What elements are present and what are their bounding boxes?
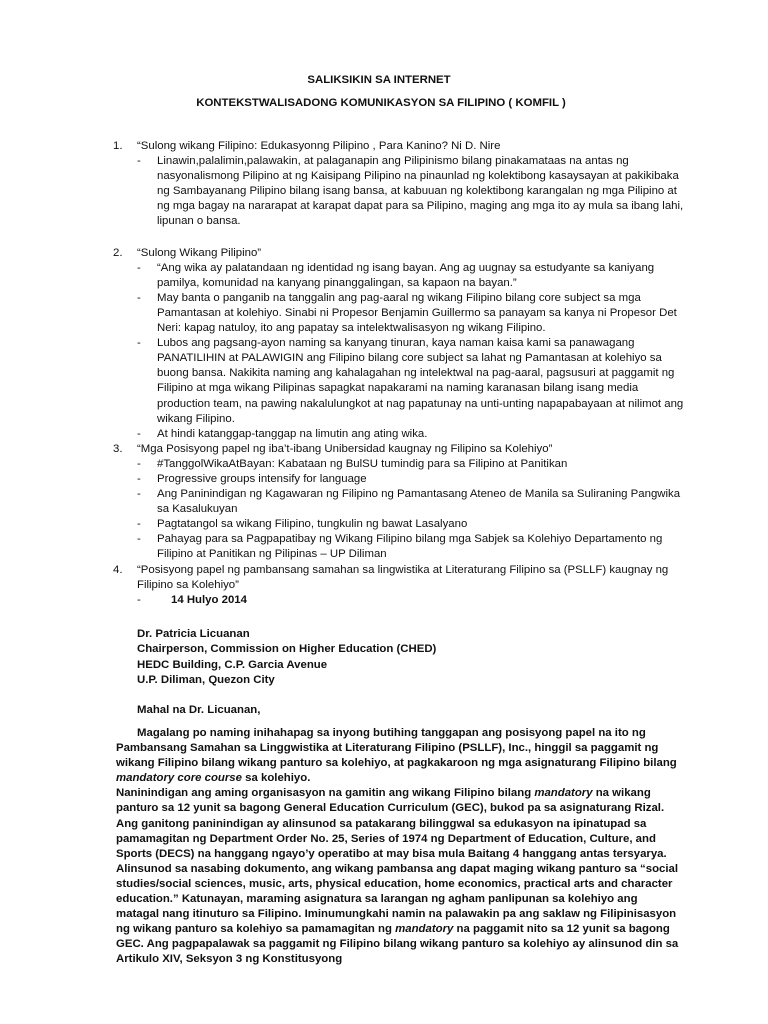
item-number: 4.	[113, 563, 123, 576]
paragraph-1: Magalang po naming inihahapag sa inyong butihing tanggapan ang posisyong papel na ito ng Pambansang Samahan sa Linggwistika at Literaturang Filipino (PSLLF), Inc., hinggil sa paggamit ng wikang Filipino bilang wikang panturo sa kolehiyo, at pagkakaroon ng mga asignaturang Filipino bilang mandatory core course sa kolehiyo.	[116, 727, 677, 785]
sub-item: - #TanggolWikaAtBayan: Kabataan ng BulSU tumindig para sa Filipino at Panitikan	[137, 457, 688, 472]
item-title: “Sulong Wikang Pilipino”	[137, 246, 262, 259]
sub-item: - 14 Hulyo 2014	[137, 593, 688, 608]
dash-bullet: -	[137, 533, 141, 546]
salutation: Mahal na Dr. Licuanan,	[137, 704, 261, 716]
dash-bullet: -	[137, 261, 141, 274]
sub-item: - Lubos ang pagsang-ayon naming sa kanyang tinuran, kaya naman kaisa kami sa panawagang PANATILIHIN at PALAWIGIN ang Filipino bilang core subject sa lahat ng Pamantasan at kolehiyo sa buong bansa. Nakikita naming ang kahalagahan ng intelektwal na pag-aaral, pagsusuri at paggamit ng Filipino at mga wikang Pilipinas sapagkat napakarami na naming karanasan bilang isang media production team, na pawing nakalulungkot at nag papatunay na unti-unting napapabayaan at nilimot ang wikang Filipino.	[137, 337, 684, 425]
item-title: “Sulong wikang Filipino: Edukasyonng Pilipino , Para Kanino? Ni D. Nire	[137, 140, 501, 152]
paragraph-2: Naninindigan ang aming organisasyon na gamitin ang wikang Filipino bilang mandatory na wikang panturo sa 12 yunit sa bagong General Education Curriculum (GEC), bukod pa sa asignaturang Rizal. Ang ganitong paninindigan ay alinsunod sa patakarang bilinggwal sa edukasyon na ipinatupad sa pamamagitan ng Department Order No. 25, Series of 1974 ng Department of Education, Culture, and Sports (DECS) na hanggang ngayo’y operatibo at may bisa mula Baitang 4 hanggang antas tersyarya. Alinsunod sa nasabing dokumento, ang wikang pambansa ang dapat maging wikang panturo sa “social studies/social sciences, music, arts, physical education, home economics, practical arts and character education.” Katunayan, maraming asignatura sa larangan ng agham panlipunan sa kolehiyo ang matagal nang itinuturo sa Filipino. Iminumungkahi namin na palawakin pa ang saklaw ng Filipinisasyon ng wikang panturo sa kolehiyo sa pamamagitan ng mandatory na paggamit nito sa 12 yunit sa bagong GEC. Ang pagpapalawak sa paggamit ng Filipino bilang wikang panturo sa kolehiyo ay alinsunod din sa Artikulo XIV, Seksyon 3 ng Konstitusyong	[116, 787, 679, 966]
dash-bullet: -	[137, 472, 141, 485]
dash-bullet: -	[137, 488, 141, 501]
sub-list	[137, 593, 688, 608]
dash-bullet: -	[137, 457, 141, 470]
dash-bullet: -	[137, 427, 141, 440]
recipient-position: Chairperson, Commission on Higher Education (CHED)	[137, 643, 437, 656]
sub-list	[137, 154, 688, 229]
recipient-name: Dr. Patricia Licuanan	[137, 628, 250, 640]
item-number: 3.	[113, 442, 123, 455]
item-number: 1.	[113, 140, 123, 152]
research-list	[0, 139, 768, 608]
sub-item: - Pahayag para sa Pagpapatibay ng Wikang Filipino bilang mga Sabjek sa Kolehiyo Departamento ng Filipino at Panitikan ng Pilipinas – UP Diliman	[137, 533, 663, 561]
sub-item: - Pagtatangol sa wikang Filipino, tungkulin ng bawat Lasalyano	[137, 517, 688, 532]
sub-list	[137, 457, 688, 563]
dash-bullet: -	[137, 593, 141, 606]
item-title: “Posisyong papel ng pambansang samahan sa lingwistika at Literaturang Filipino sa (PSLLF) kaugnay ng Filipino sa Kolehiyo”	[137, 563, 669, 591]
sub-item: - Ang Paninindigan ng Kagawaran ng Filipino ng Pamantasang Ateneo de Manila sa Suliraning Pangwika sa Kasalukuyan	[137, 488, 681, 516]
sub-item: - “Ang wika ay palatandaan ng identidad ng isang bayan. Ang ag uugnay sa estudyante sa kaniyang pamilya, komunidad na kanyang pinanggalingan, sa kapaon na bayan.”	[137, 261, 655, 289]
sub-item: - Progressive groups intensify for language	[137, 472, 688, 487]
recipient-block	[137, 627, 697, 688]
emphasis: mandatory	[534, 787, 593, 800]
emphasis: mandatory	[395, 923, 454, 936]
sub-item: - May banta o panganib na tanggalin ang pag-aaral ng wikang Filipino bilang core subject sa mga Pamantasan at kolehiyo. Sinabi ni Propesor Benjamin Guillermo sa panayam sa kanya ni Propesor Det Neri: kapag natuloy, ito ang papatay sa intelektwalisasyon ng wikang Filipino.	[137, 291, 677, 335]
dash-bullet: -	[137, 291, 141, 304]
document-subtitle: KONTEKSTWALISADONG KOMUNIKASYON SA FILIPINO ( KOMFIL )	[196, 97, 566, 109]
sub-item: - At hindi katanggap-tanggap na limutin ang ating wika.	[137, 427, 688, 442]
list-item-1	[0, 139, 768, 246]
dash-bullet: -	[137, 155, 141, 168]
emphasis: mandatory core course	[116, 772, 242, 785]
list-item-3	[0, 442, 768, 563]
item-number: 2.	[113, 246, 123, 259]
item-title: “Mga Posisyong papel ng iba’t-ibang Unibersidad kaugnay ng Filipino sa Kolehiyo”	[137, 442, 553, 455]
recipient-address-line-1: HEDC Building, C.P. Garcia Avenue	[137, 658, 328, 671]
letter-body	[116, 726, 682, 968]
list-item-2	[0, 246, 768, 442]
list-item-4	[0, 563, 768, 608]
dash-bullet: -	[137, 337, 141, 350]
document-title: SALIKSIKIN SA INTERNET	[307, 74, 451, 86]
dash-bullet: -	[137, 518, 141, 531]
sub-list	[137, 261, 688, 442]
recipient-address-line-2: U.P. Diliman, Quezon City	[137, 673, 275, 686]
sub-item: - Linawin,palalimin,palawakin, at palaganapin ang Pilipinismo bilang pinakamataas na antas ng nasyonalismong Pilipino at ng Kaisipang Pilipino na pinaunlad ng kolektibong kasaysayan at pakikibaka ng Sambayanang Pilipino bilang isang bansa, at kabuuan ng kolektibong karangalan ng mga Pilipino at ng mga bagay na nararapat at karapat dapat para sa Pilipino, maging ang mga ito ay mula sa ibang lahi, lipunan o bansa.	[137, 155, 684, 228]
